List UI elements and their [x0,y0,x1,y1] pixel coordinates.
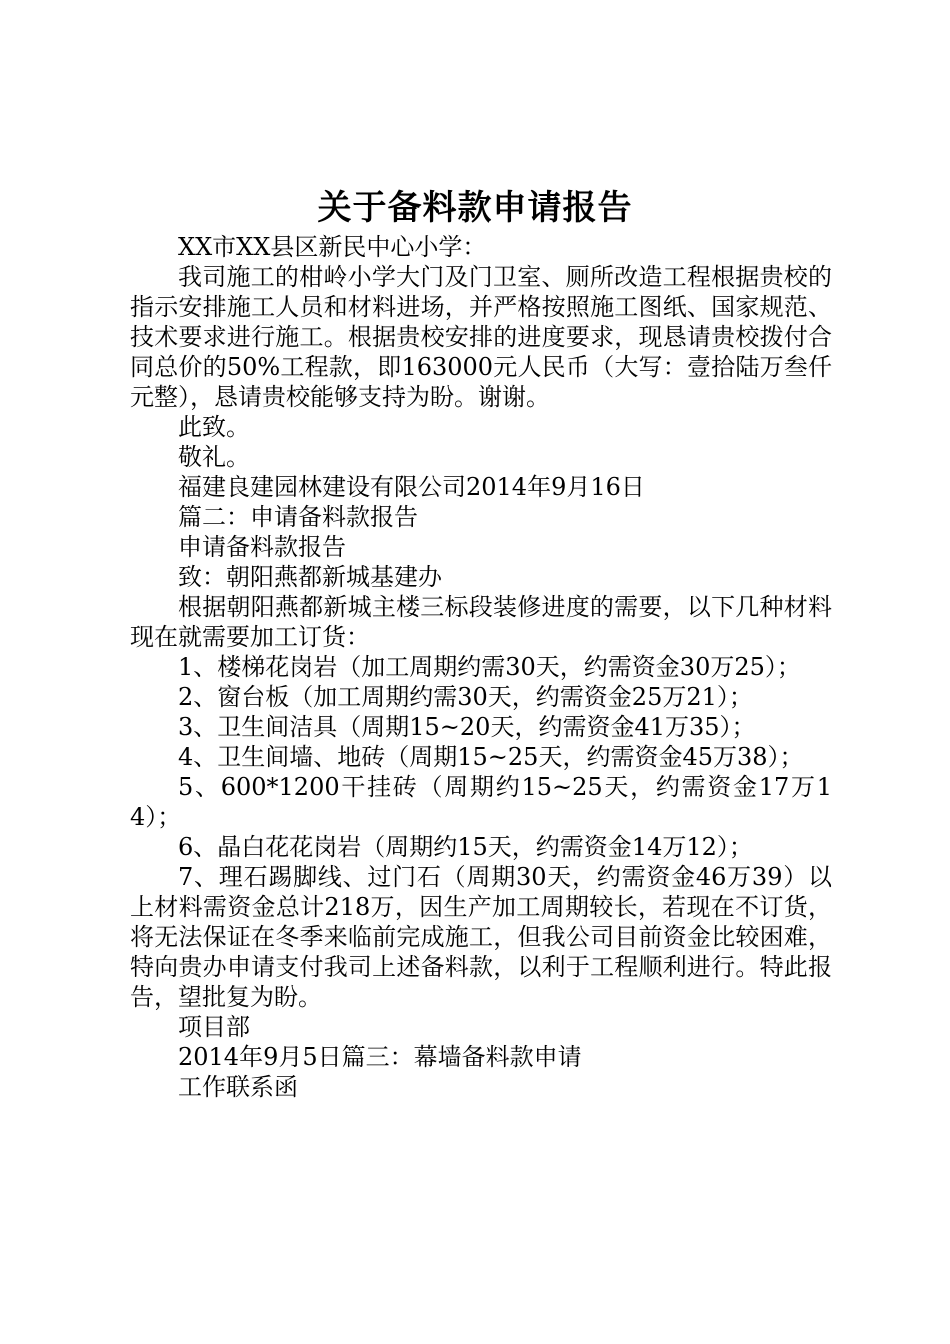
document-body [130,232,832,1102]
paragraph-report-title: 申请备料款报告 [178,533,346,561]
list-item: 6、晶白花花岗岩（周期约15天，约需资金14万12）； [178,833,753,861]
paragraph-salutation: 敬礼。 [178,443,250,471]
list-item: 3、卫生间洁具（周期15~20天，约需资金41万35）； [178,713,756,741]
paragraph-work-letter: 工作联系函 [178,1073,298,1101]
paragraph-request: 我司施工的柑岭小学大门及门卫室、厕所改造工程根据贵校的指示安排施工人员和材料进场，并严格按照施工图纸、国家规范、技术要求进行施工。根据贵校安排的进度要求，现恳请贵校拨付合同总价的50%工程款，即163000元人民币（大写：壹拾陆万叁仟元整），恳请贵校能够支持为盼。谢谢。 [130,263,832,411]
paragraph-department: 项目部 [178,1013,250,1041]
list-item: 4、卫生间墙、地砖（周期15~25天，约需资金45万38）； [178,743,804,771]
paragraph-section-two-heading: 篇二：申请备料款报告 [178,503,418,531]
list-item: 7、理石踢脚线、过门石（周期30天，约需资金46万39）以上材料需资金总计218万，因生产加工周期较长，若现在不订货，将无法保证在冬季来临前完成施工，但我公司目前资金比较困难，特向贵办申请支付我司上述备料款，以利于工程顺利进行。特此报告，望批复为盼。 [130,863,832,1011]
paragraph-date-section-three: 2014年9月5日篇三：幕墙备料款申请 [178,1043,582,1071]
document-title: 关于备料款申请报告 [317,188,633,228]
paragraph-closing: 此致。 [178,413,250,441]
paragraph-recipient: XX市XX县区新民中心小学： [178,233,487,261]
list-item: 1、楼梯花岗岩（加工周期约需30天，约需资金30万25）； [178,653,801,681]
list-item: 2、窗台板（加工周期约需30天，约需资金25万21）； [178,683,753,711]
paragraph-intro: 根据朝阳燕都新城主楼三标段装修进度的需要，以下几种材料现在就需要加工订货： [130,593,832,651]
paragraph-signature: 福建良建园林建设有限公司2014年9月16日 [178,473,645,501]
paragraph-addressee: 致：朝阳燕都新城基建办 [178,563,442,591]
list-item: 5、600*1200干挂砖（周期约15~25天，约需资金17万14）； [130,773,832,831]
